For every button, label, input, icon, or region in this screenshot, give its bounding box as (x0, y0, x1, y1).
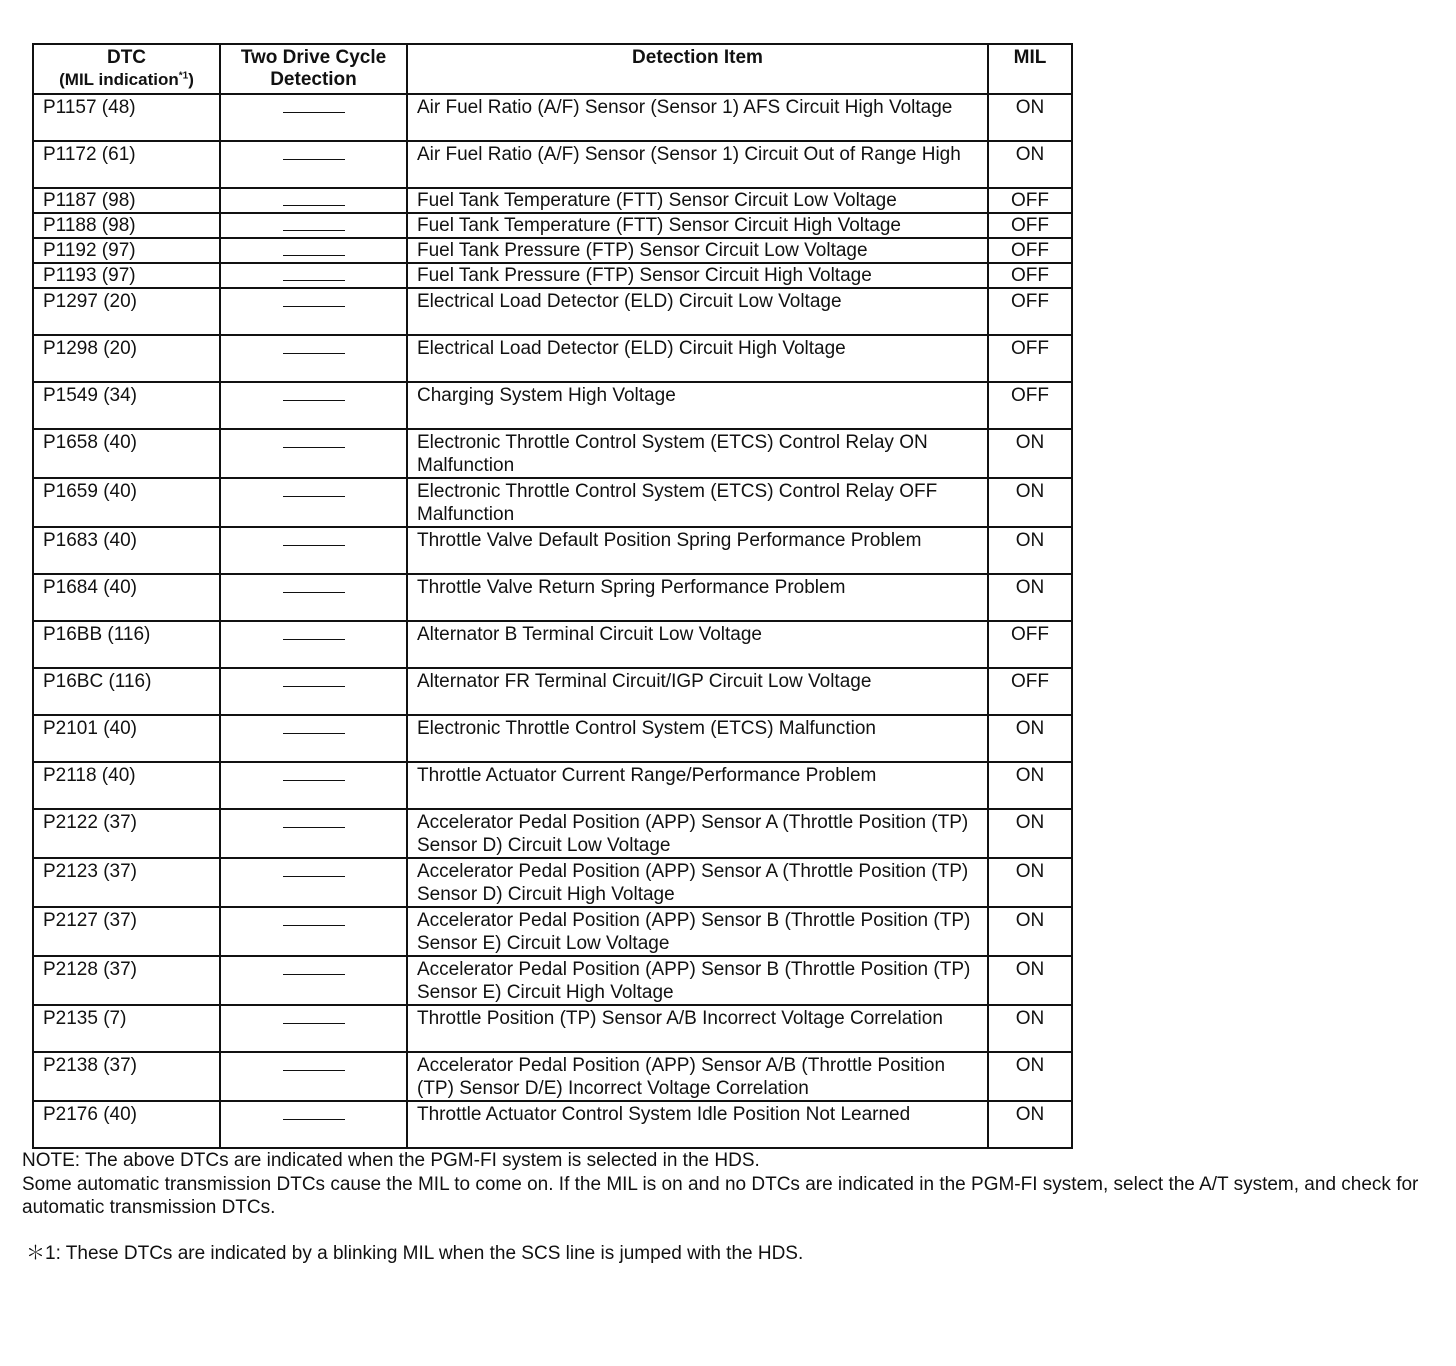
mil-status: ON (988, 1101, 1072, 1148)
dash-mark (283, 876, 345, 877)
two-drive-cycle-cell (220, 263, 407, 288)
two-drive-cycle-cell (220, 238, 407, 263)
table-row (33, 238, 1072, 263)
dtc-code: P16BB (116) (33, 621, 220, 668)
mil-status: ON (988, 809, 1072, 858)
two-drive-cycle-cell (220, 335, 407, 382)
mil-status: OFF (988, 335, 1072, 382)
two-drive-cycle-cell (220, 858, 407, 907)
two-drive-cycle-cell (220, 668, 407, 715)
dtc-table-body (33, 94, 1072, 1148)
mil-status: ON (988, 907, 1072, 956)
two-drive-cycle-cell (220, 478, 407, 527)
mil-status: ON (988, 478, 1072, 527)
table-row (33, 907, 1072, 956)
dtc-code: P1193 (97) (33, 263, 220, 288)
table-row (33, 1101, 1072, 1148)
dtc-code: P2101 (40) (33, 715, 220, 762)
detection-item: Electronic Throttle Control System (ETCS) Control Relay ON Malfunction (407, 429, 988, 478)
mil-status: OFF (988, 188, 1072, 213)
two-drive-cycle-cell (220, 188, 407, 213)
mil-status: ON (988, 429, 1072, 478)
detection-item: Throttle Position (TP) Sensor A/B Incorrect Voltage Correlation (407, 1005, 988, 1052)
detection-item: Throttle Valve Return Spring Performance Problem (407, 574, 988, 621)
two-drive-cycle-cell (220, 1005, 407, 1052)
header-detection-item: Detection Item (407, 44, 988, 94)
mil-status: ON (988, 858, 1072, 907)
two-drive-cycle-cell (220, 1101, 407, 1148)
footnote-mark: *1 (178, 70, 189, 82)
dtc-code: P2138 (37) (33, 1052, 220, 1101)
mil-status: OFF (988, 263, 1072, 288)
two-drive-cycle-cell (220, 141, 407, 188)
dash-mark (283, 592, 345, 593)
detection-item: Fuel Tank Pressure (FTP) Sensor Circuit High Voltage (407, 263, 988, 288)
notes (22, 1149, 1422, 1220)
dtc-code: P16BC (116) (33, 668, 220, 715)
detection-item: Electronic Throttle Control System (ETCS) Malfunction (407, 715, 988, 762)
dtc-code: P1683 (40) (33, 527, 220, 574)
note-hds: NOTE: The above DTCs are indicated when the PGM-FI system is selected in the HDS. (22, 1150, 760, 1171)
header-two-drive-cycle: Two Drive Cycle Detection (220, 44, 407, 94)
dtc-code: P1187 (98) (33, 188, 220, 213)
mil-status: ON (988, 1005, 1072, 1052)
dash-mark (283, 545, 345, 546)
dtc-code: P1172 (61) (33, 141, 220, 188)
two-drive-cycle-cell (220, 907, 407, 956)
two-drive-cycle-cell (220, 715, 407, 762)
detection-item: Fuel Tank Temperature (FTT) Sensor Circuit High Voltage (407, 213, 988, 238)
mil-status: OFF (988, 238, 1072, 263)
table-row (33, 213, 1072, 238)
dash-mark (283, 1023, 345, 1024)
mil-status: OFF (988, 288, 1072, 335)
detection-item: Fuel Tank Temperature (FTT) Sensor Circuit Low Voltage (407, 188, 988, 213)
dash-mark (283, 159, 345, 160)
table-row (33, 288, 1072, 335)
two-drive-cycle-cell (220, 956, 407, 1005)
dash-mark (283, 353, 345, 354)
dash-mark (283, 447, 345, 448)
dash-mark (283, 1119, 345, 1120)
table-row (33, 809, 1072, 858)
table-row (33, 858, 1072, 907)
mil-status: ON (988, 574, 1072, 621)
mil-status: ON (988, 1052, 1072, 1101)
dtc-code: P1659 (40) (33, 478, 220, 527)
mil-status: ON (988, 527, 1072, 574)
dtc-code: P1549 (34) (33, 382, 220, 429)
dash-mark (283, 255, 345, 256)
table-row (33, 1005, 1072, 1052)
table-row (33, 141, 1072, 188)
two-drive-cycle-cell (220, 809, 407, 858)
dtc-code: P1658 (40) (33, 429, 220, 478)
two-drive-cycle-cell (220, 382, 407, 429)
table-row (33, 94, 1072, 141)
dtc-code: P1298 (20) (33, 335, 220, 382)
mil-status: OFF (988, 382, 1072, 429)
detection-item: Throttle Valve Default Position Spring Performance Problem (407, 527, 988, 574)
detection-item: Accelerator Pedal Position (APP) Sensor A (Throttle Position (TP) Sensor D) Circuit Low Voltage (407, 809, 988, 858)
detection-item: Throttle Actuator Current Range/Performance Problem (407, 762, 988, 809)
detection-item: Accelerator Pedal Position (APP) Sensor A (Throttle Position (TP) Sensor D) Circuit High Voltage (407, 858, 988, 907)
two-drive-cycle-cell (220, 213, 407, 238)
two-drive-cycle-cell (220, 527, 407, 574)
dash-mark (283, 230, 345, 231)
dash-mark (283, 925, 345, 926)
table-row (33, 527, 1072, 574)
dash-mark (283, 306, 345, 307)
detection-item: Alternator FR Terminal Circuit/IGP Circuit Low Voltage (407, 668, 988, 715)
two-drive-cycle-cell (220, 762, 407, 809)
dtc-table (32, 43, 1073, 1149)
table-row (33, 335, 1072, 382)
dash-mark (283, 205, 345, 206)
header-dtc-label: DTC (106, 47, 147, 68)
dtc-code: P1192 (97) (33, 238, 220, 263)
footnote: ＊1: These DTCs are indicated by a blinking MIL when the SCS line is jumped with the HDS. (26, 1243, 804, 1264)
table-row (33, 668, 1072, 715)
dtc-code: P1157 (48) (33, 94, 220, 141)
detection-item: Fuel Tank Pressure (FTP) Sensor Circuit Low Voltage (407, 238, 988, 263)
two-drive-cycle-cell (220, 94, 407, 141)
dash-mark (283, 780, 345, 781)
table-header-row (33, 44, 1072, 94)
dtc-code: P2128 (37) (33, 956, 220, 1005)
dash-mark (283, 112, 345, 113)
two-drive-cycle-cell (220, 574, 407, 621)
dash-mark (283, 686, 345, 687)
detection-item: Alternator B Terminal Circuit Low Voltage (407, 621, 988, 668)
table-row (33, 762, 1072, 809)
two-drive-cycle-cell (220, 621, 407, 668)
dtc-code: P2123 (37) (33, 858, 220, 907)
two-drive-cycle-cell (220, 429, 407, 478)
table-row (33, 956, 1072, 1005)
header-mil: MIL (988, 44, 1072, 94)
dash-mark (283, 827, 345, 828)
detection-item: Electronic Throttle Control System (ETCS) Control Relay OFF Malfunction (407, 478, 988, 527)
dtc-code: P2122 (37) (33, 809, 220, 858)
detection-item: Charging System High Voltage (407, 382, 988, 429)
table-row (33, 715, 1072, 762)
table-row (33, 1052, 1072, 1101)
table-row (33, 621, 1072, 668)
mil-status: ON (988, 956, 1072, 1005)
mil-status: OFF (988, 621, 1072, 668)
dash-mark (283, 639, 345, 640)
header-dtc-sub: (MIL indication$^{*1}$) (59, 70, 194, 89)
dash-mark (283, 1070, 345, 1071)
mil-status: ON (988, 94, 1072, 141)
dash-mark (283, 733, 345, 734)
detection-item: Accelerator Pedal Position (APP) Sensor B (Throttle Position (TP) Sensor E) Circuit Low Voltage (407, 907, 988, 956)
detection-item: Accelerator Pedal Position (APP) Sensor A/B (Throttle Position (TP) Sensor D/E) Incorrect Voltage Correlation (407, 1052, 988, 1101)
dtc-code: P1188 (98) (33, 213, 220, 238)
table-row (33, 263, 1072, 288)
dtc-code: P1297 (20) (33, 288, 220, 335)
detection-item: Electrical Load Detector (ELD) Circuit Low Voltage (407, 288, 988, 335)
detection-item: Air Fuel Ratio (A/F) Sensor (Sensor 1) AFS Circuit High Voltage (407, 94, 988, 141)
dash-mark (283, 280, 345, 281)
detection-item: Throttle Actuator Control System Idle Position Not Learned (407, 1101, 988, 1148)
dtc-code: P2118 (40) (33, 762, 220, 809)
two-drive-cycle-cell (220, 288, 407, 335)
dtc-code: P2127 (37) (33, 907, 220, 956)
mil-status: OFF (988, 213, 1072, 238)
mil-status: ON (988, 141, 1072, 188)
mil-status: OFF (988, 668, 1072, 715)
dash-mark (283, 974, 345, 975)
table-row (33, 382, 1072, 429)
note-automatic-transmission: Some automatic transmission DTCs cause the MIL to come on. If the MIL is on and no DTCs are indicated in the PGM-FI system, select the A/T system, and check for automatic transmission DTCs. (22, 1173, 1419, 1218)
two-drive-cycle-cell (220, 1052, 407, 1101)
mil-status: ON (988, 715, 1072, 762)
table-row (33, 188, 1072, 213)
detection-item: Accelerator Pedal Position (APP) Sensor B (Throttle Position (TP) Sensor E) Circuit High Voltage (407, 956, 988, 1005)
dash-mark (283, 496, 345, 497)
dtc-code: P2176 (40) (33, 1101, 220, 1148)
detection-item: Air Fuel Ratio (A/F) Sensor (Sensor 1) Circuit Out of Range High (407, 141, 988, 188)
dash-mark (283, 400, 345, 401)
table-row (33, 478, 1072, 527)
mil-status: ON (988, 762, 1072, 809)
table-row (33, 429, 1072, 478)
dtc-code: P2135 (7) (33, 1005, 220, 1052)
header-dtc (33, 44, 220, 94)
dtc-code: P1684 (40) (33, 574, 220, 621)
detection-item: Electrical Load Detector (ELD) Circuit High Voltage (407, 335, 988, 382)
table-row (33, 574, 1072, 621)
